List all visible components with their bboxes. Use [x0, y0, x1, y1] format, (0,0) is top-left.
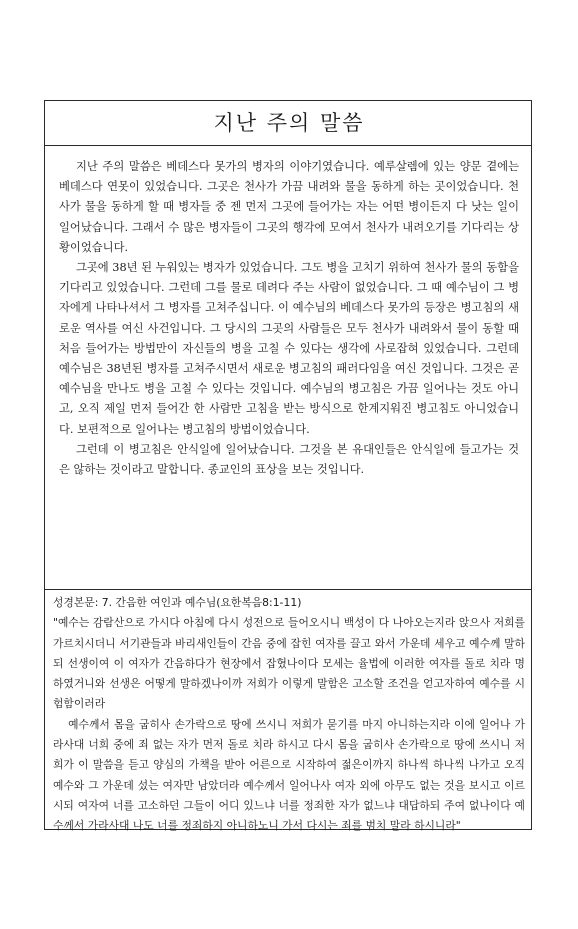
sermon-paragraph: 그런데 이 병고침은 안식일에 일어났습니다. 그것을 본 유대인들은 안식일에 들고가는 것은 않하는 것이라고 말합니다. 종교인의 표상을 보는 것입니다.	[59, 442, 519, 477]
page-frame	[44, 100, 532, 833]
sermon-body	[59, 157, 519, 480]
title-divider	[45, 145, 531, 146]
page-title: 지난 주의 말씀	[213, 111, 365, 135]
scripture-section	[53, 593, 525, 837]
scripture-paragraph: 예수께서 몸을 굽히사 손가락으로 땅에 쓰시니 저희가 묻기를 마지 아니하는지라 이에 일어나 가라사대 너희 중에 죄 없는 자가 먼저 돌로 치라 하시고 다시 몸을 굽히사 손가락으로 땅에 쓰시니 저희가 이 말씀을 듣고 양심의 가책을 받아 어른으로 시작하여 젊은이까지 하나씩 하나씩 나가고 오직 예수와 그 가운데 섰는 여자만 남았더라 예수께서 일어나사 여자 외에 아무도 없는 것을 보시고 이르시되 여자여 너를 고소하던 그들이 어디 있느냐 너를 정죄한 자가 없느냐 대답하되 주여 없나이다 예수께서 가라사대 나도 너를 정죄하지 아니하노니 가서 다시는 죄를 범치 말라 하시니라"	[53, 717, 525, 833]
scripture-heading: 성경본문: 7. 간음한 여인과 예수님(요한복음8:1-11)	[53, 596, 302, 609]
sermon-paragraph: 지난 주의 말씀은 베데스다 못가의 병자의 이야기였습니다. 예루살렘에 있는 양문 곁에는 베데스다 연못이 있었습니다. 그곳은 천사가 가끔 내려와 물을 동하게 하는 곳이었습니다. 천사가 물을 동하게 할 때 병자들 중 젠 먼저 그곳에 들어가는 자는 어떤 병이든지 다 낫는 일이 일어났습니다. 그래서 수 많은 병자들이 그곳의 행각에 모여서 천사가 내려오기를 기다리는 상황이었습니다.	[59, 160, 519, 254]
scripture-paragraph: "예수는 감람산으로 가시다 아침에 다시 성전으로 들어오시니 백성이 다 나아오는지라 앉으사 저희를 가르치시더니 서기관들과 바리새인들이 간음 중에 잡힌 여자를 끌고 와서 가운데 세우고 예수께 말하되 선생이여 이 여자가 간음하다가 현장에서 잡혔나이다 모세는 율법에 이러한 여자를 돌로 치라 명하였거니와 선생은 어떻게 말하겠나이까 저희가 이렇게 말함은 고소할 조건을 얻고자하여 예수를 시험함이러라	[53, 616, 525, 711]
section-divider	[45, 589, 531, 590]
sermon-paragraph: 그곳에 38년 된 누워있는 병자가 있었습니다. 그도 병을 고치기 위하여 천사가 물의 동함을 기다리고 있었습니다. 그런데 그를 물로 데려다 주는 사람이 없었습니다. 그 때 예수님이 그 병자에게 나타나셔서 그 병자를 고쳐주십니다. 이 예수님의 베데스다 못가의 등장은 병고침의 새로운 역사를 여신 사건입니다. 그 당시의 그곳의 사람들은 모두 천사가 내려와서 물이 동할 때 처음 들어가는 방법만이 자신들의 병을 고칠 수 있다는 생각에 사로잡혀 있었습니다. 그런데 예수님은 38년된 병자를 고쳐주시면서 새로운 병고침의 패러다임을 여신 것입니다. 그것은 곧 예수님을 만나도 병을 고칠 수 있다는 것입니다. 예수님의 병고침은 가끔 일어나는 것도 아니고, 오직 제일 먼저 들어간 한 사람만 고침을 받는 방식으로 한계지워진 병고침도 아니었습니다. 보편적으로 일어나는 병고침의 방법이었습니다.	[59, 261, 519, 436]
